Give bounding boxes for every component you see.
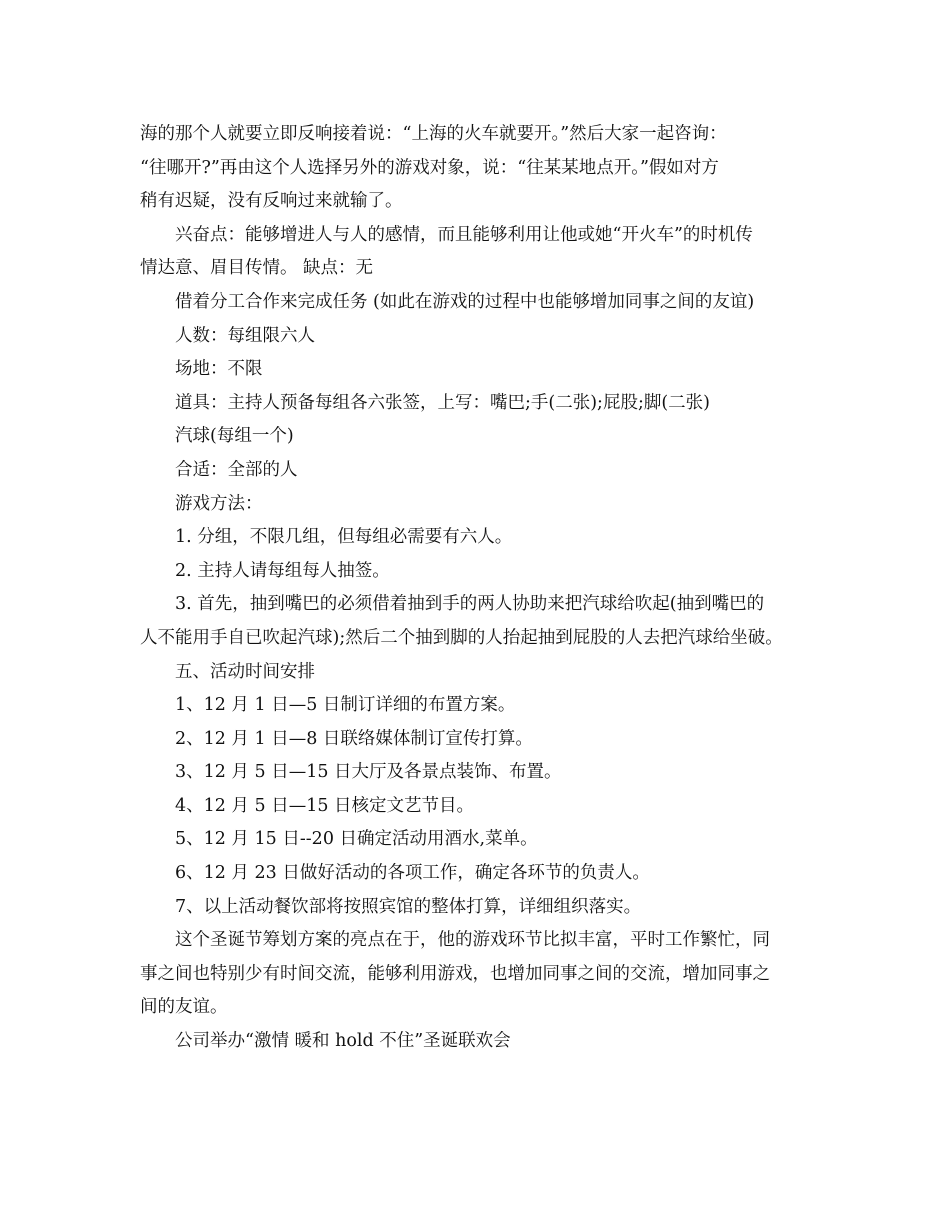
text-line: 7、以上活动餐饮部将按照宾馆的整体打算，详细组织落实。 [175,896,642,917]
text-line: 稍有迟疑，没有反响过来就输了。 [140,191,403,212]
text-line: 合适：全部的人 [175,459,298,480]
text-line: 公司举办“激情 暖和 hold 不住”圣诞联欢会 [175,1031,511,1052]
text-line: 6、12 月 23 日做好活动的各项工作，确定各环节的负责人。 [175,863,650,884]
text-line: 道具：主持人预备每组各六张签，上写：嘴巴;手(二张);屁股;脚(二张) [175,392,710,413]
text-line: 事之间也特别少有时间交流，能够利用游戏，也增加同事之间的交流，增加同事之 [140,963,770,984]
text-line: 5、12 月 15 日--20 日确定活动用酒水,菜单。 [175,829,538,850]
text-line: 游戏方法： [175,493,263,514]
text-line: 1、12 月 1 日—5 日制订详细的布置方案。 [175,695,516,716]
text-line: 4、12 月 5 日—15 日核定文艺节目。 [175,795,475,816]
text-line: 2、12 月 1 日—8 日联络媒体制订宣传打算。 [175,728,533,749]
text-line: 情达意、眉目传情。 缺点：无 [140,258,374,279]
text-line: 这个圣诞节筹划方案的亮点在于，他的游戏环节比拟丰富，平时工作繁忙，同 [175,930,770,951]
text-line: 海的那个人就要立即反响接着说：“上海的火车就要开。”然后大家一起咨询： [140,124,727,144]
text-line: 借着分工合作来完成任务 (如此在游戏的过程中也能够增加同事之间的友谊) [175,291,755,312]
text-line: 间的友谊。 [140,997,228,1018]
text-line: 五、活动时间安排 [175,661,315,682]
text-line: 1. 分组，不限几组，但每组必需要有六人。 [175,527,513,548]
text-line: 人数：每组限六人 [175,325,315,346]
text-line: 场地：不限 [175,359,263,380]
text-line: 3. 首先，抽到嘴巴的必须借着抽到手的两人协助来把汽球给吹起(抽到嘴巴的 [175,594,765,615]
text-line: 兴奋点：能够增进人与人的感情，而且能够利用让他或她“开火车”的时机传 [175,224,753,245]
text-line: “往哪开?”再由这个人选择另外的游戏对象，说：“往某某地点开。”假如对方 [140,157,719,178]
text-line: 汽球(每组一个) [175,426,294,447]
text-line: 人不能用手自已吹起汽球);然后二个抽到脚的人抬起抽到屁股的人去把汽球给坐破。 [140,627,783,648]
text-line: 2. 主持人请每组每人抽签。 [175,560,390,581]
document-body [140,118,830,1059]
text-line: 3、12 月 5 日—15 日大厅及各景点装饰、布置。 [175,762,562,783]
